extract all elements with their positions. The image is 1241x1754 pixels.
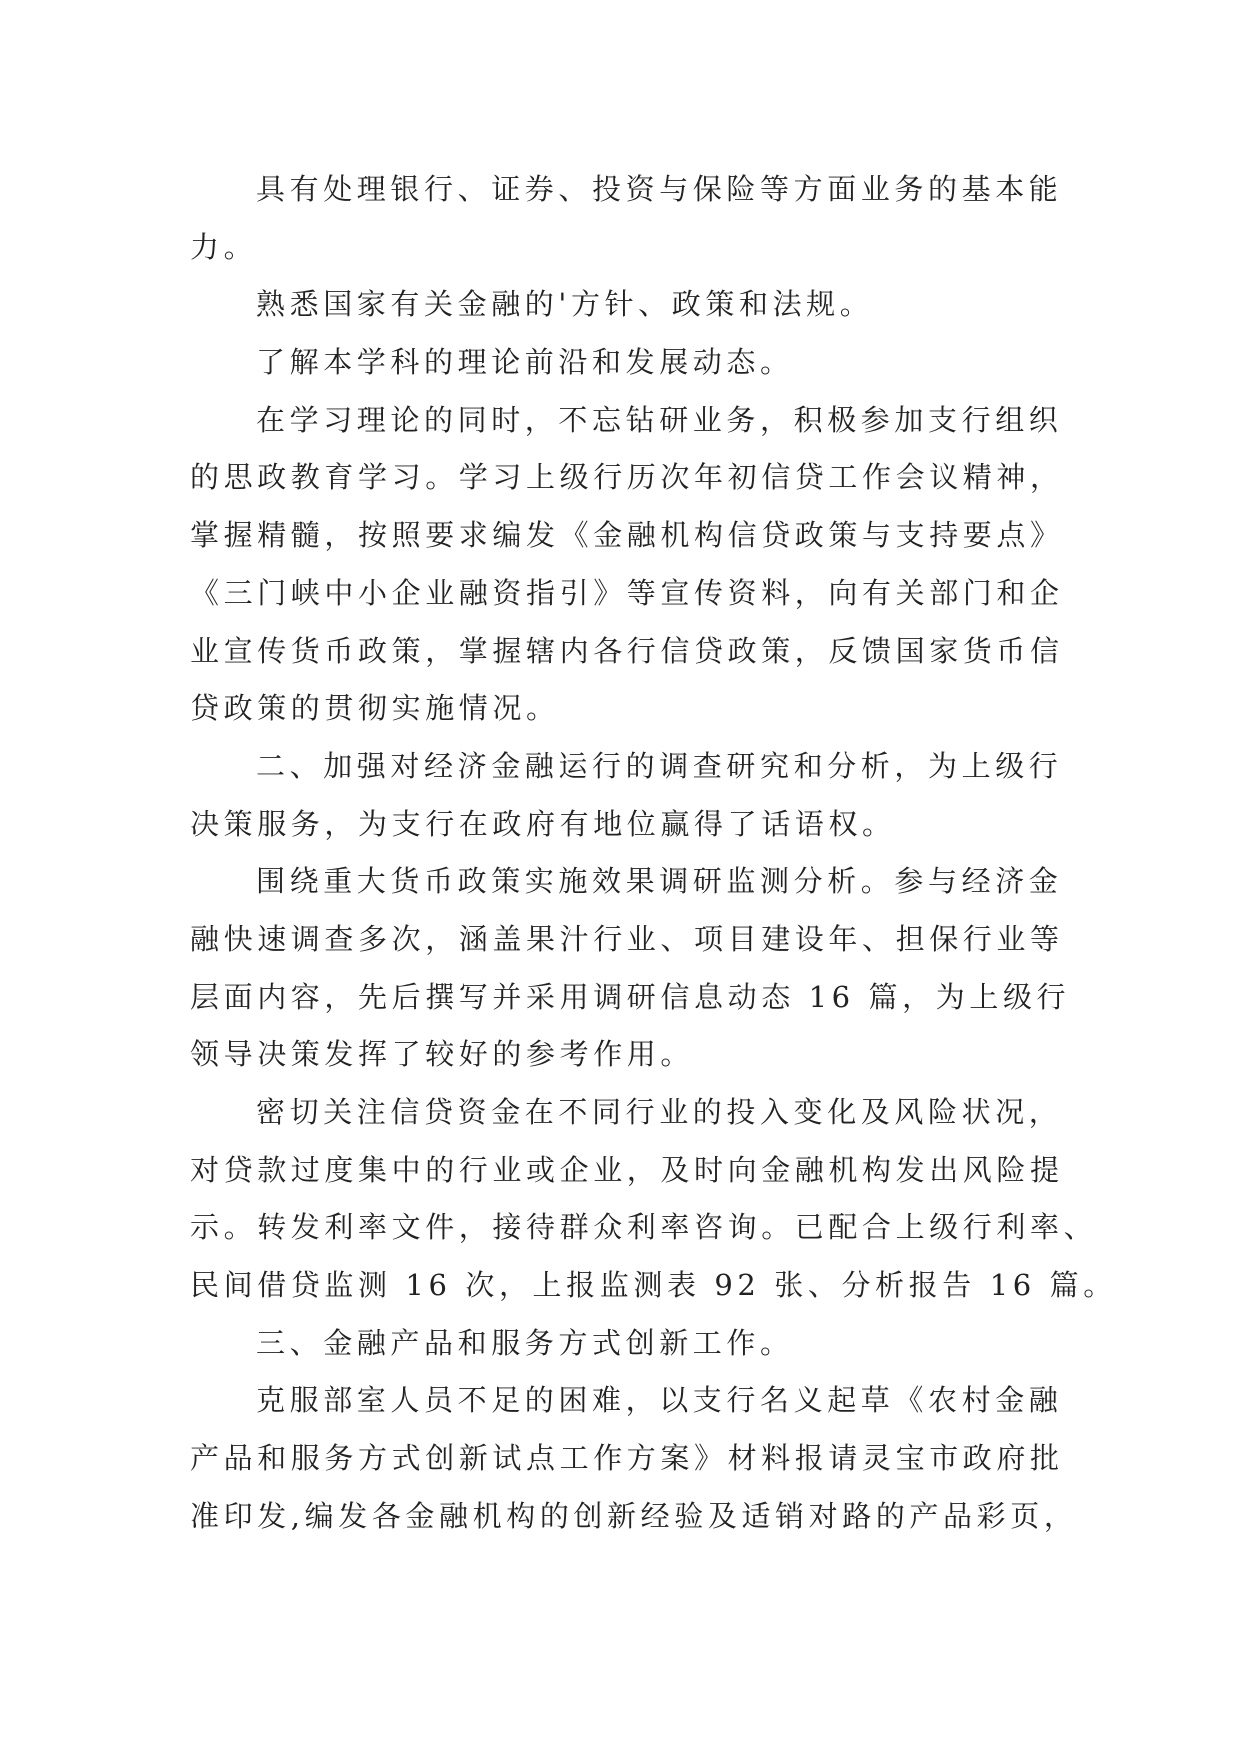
- text-line: 准印发,编发各金融机构的创新经验及适销对路的产品彩页，: [190, 1498, 1078, 1533]
- text-line: 业宣传货币政策，掌握辖内各行信贷政策，反馈国家货币信: [190, 633, 1064, 668]
- text-line: 掌握精髓，按照要求编发《金融机构信贷政策与支持要点》: [190, 518, 1064, 553]
- text-line: 贷政策的贯彻实施情况。: [190, 691, 560, 726]
- text-line: 示。转发利率文件，接待群众利率咨询。已配合上级行利率、: [190, 1210, 1098, 1245]
- paragraph-credit-risk: [190, 1084, 1117, 1315]
- document-body: [190, 161, 1117, 1546]
- text-line: 具有处理银行、证券、投资与保险等方面业务的基本能: [256, 172, 1063, 206]
- paragraph-basic-ability: [190, 161, 1063, 276]
- text-line: 了解本学科的理论前沿和发展动态。: [256, 345, 794, 380]
- text-line: 在学习理论的同时，不忘钻研业务，积极参加支行组织: [256, 402, 1063, 437]
- text-line: 力。: [190, 229, 258, 264]
- text-line: 决策服务，为支行在政府有地位赢得了话语权。: [190, 806, 896, 841]
- text-line: 二、加强对经济金融运行的调查研究和分析，为上级行: [256, 748, 1063, 783]
- text-line: 民间借贷监测 16 次，上报监测表 92 张、分析报告 16 篇。: [190, 1268, 1117, 1303]
- section-heading-research: [190, 738, 1063, 853]
- text-line: 密切关注信贷资金在不同行业的投入变化及风险状况，: [256, 1095, 1063, 1129]
- paragraph-study-and-business: [190, 392, 1064, 738]
- text-line: 熟悉国家有关金融的'方针、政策和法规。: [256, 287, 874, 322]
- text-line: 融快速调查多次，涵盖果汁行业、项目建设年、担保行业等: [190, 921, 1064, 956]
- text-line: 克服部室人员不足的困难，以支行名义起草《农村金融: [256, 1383, 1063, 1418]
- text-line: 《三门峡中小企业融资指引》等宣传资料，向有关部门和企: [190, 575, 1064, 610]
- text-line: 领导决策发挥了较好的参考作用。: [190, 1037, 695, 1072]
- text-line: 产品和服务方式创新试点工作方案》材料报请灵宝市政府批: [190, 1441, 1064, 1476]
- text-line: 围绕重大货币政策实施效果调研监测分析。参与经济金: [256, 864, 1063, 899]
- text-line: 层面内容，先后撰写并采用调研信息动态 16 篇，为上级行: [190, 979, 1071, 1014]
- paragraph-theory-frontier: [190, 334, 1052, 392]
- text-line: 三、金融产品和服务方式创新工作。: [256, 1325, 794, 1360]
- paragraph-policy-monitoring: [190, 853, 1071, 1084]
- paragraph-policy-familiarity: [190, 276, 1052, 334]
- text-line: 对贷款过度集中的行业或企业，及时向金融机构发出风险提: [190, 1152, 1064, 1187]
- paragraph-innovation-pilot: [190, 1372, 1078, 1545]
- section-heading-innovation: [190, 1315, 1052, 1373]
- text-line: 的思政教育学习。学习上级行历次年初信贷工作会议精神，: [190, 460, 1064, 495]
